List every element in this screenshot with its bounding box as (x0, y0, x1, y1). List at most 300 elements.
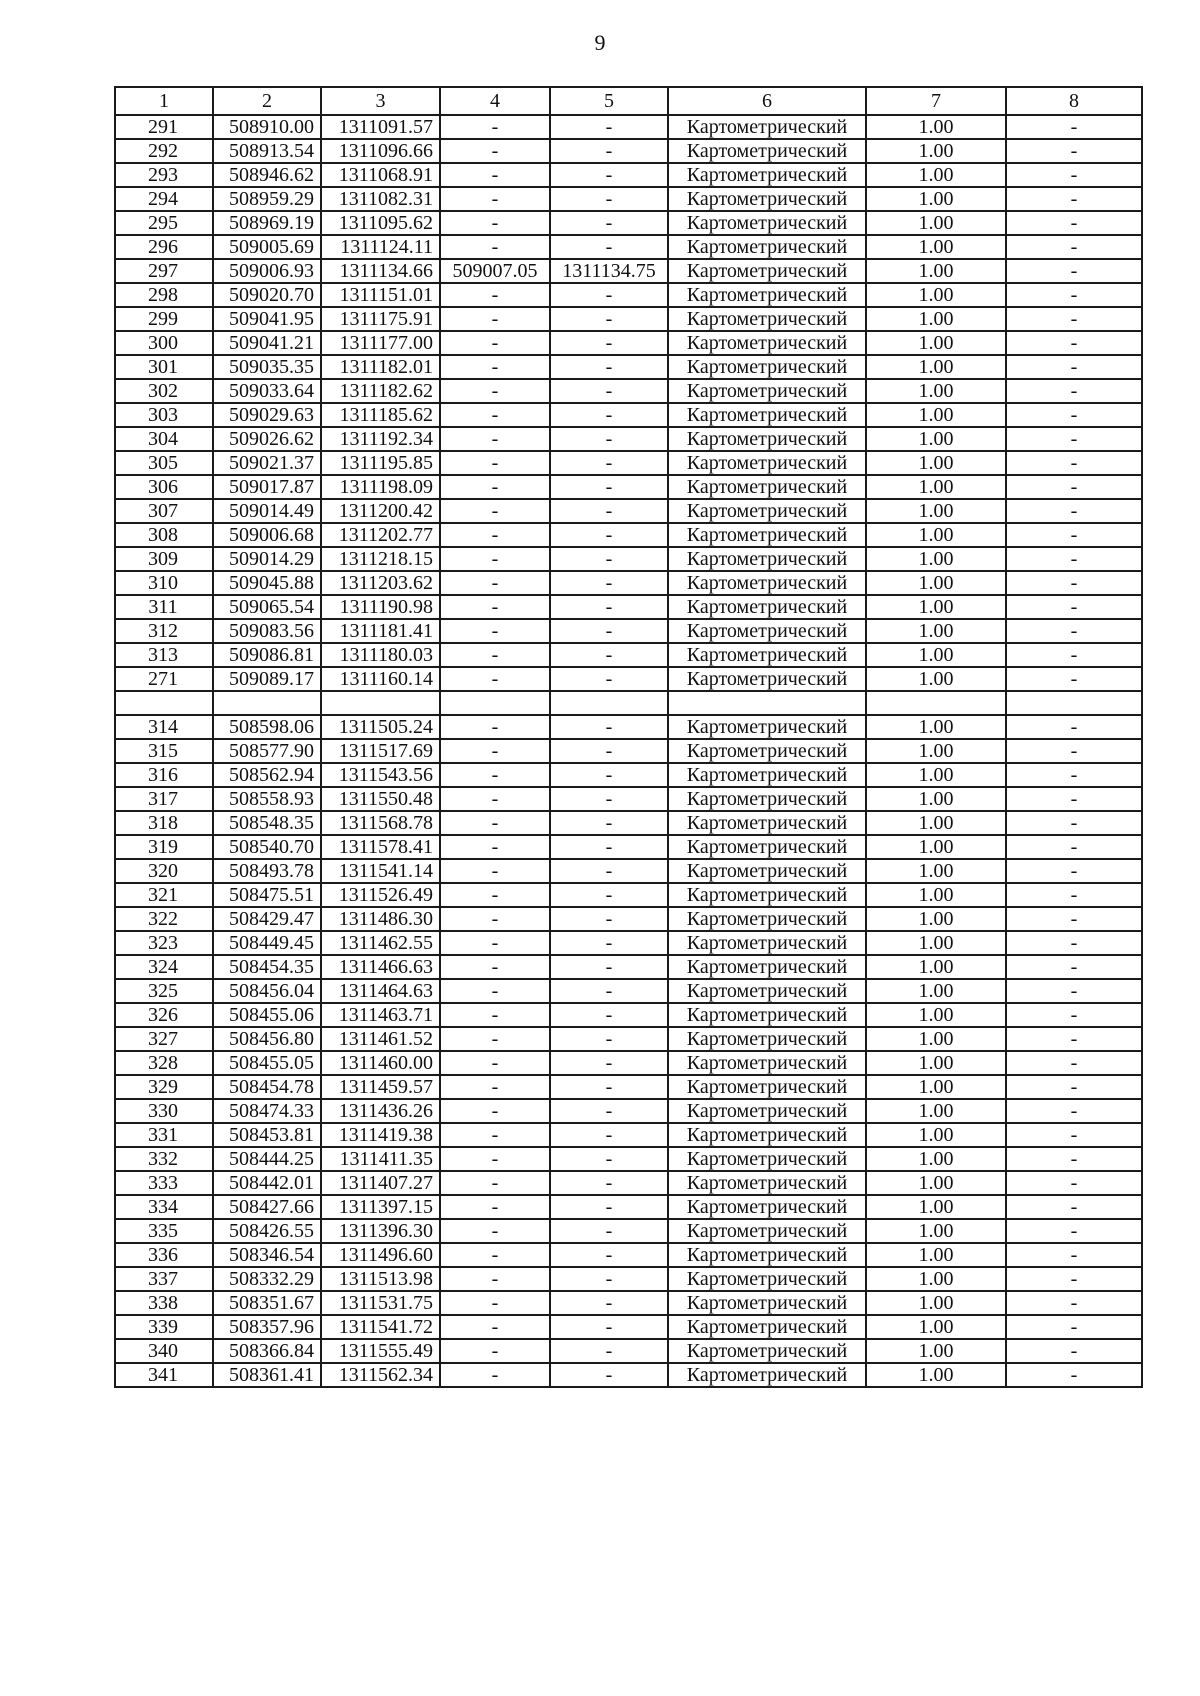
accuracy-cell: 1.00 (866, 1195, 1006, 1219)
x-old-cell: - (440, 139, 550, 163)
note-cell: - (1006, 1195, 1142, 1219)
y-old-cell: - (550, 1243, 668, 1267)
x-coordinate-cell: 508444.25 (213, 1147, 321, 1171)
point-number-cell: 304 (115, 427, 213, 451)
accuracy-cell: 1.00 (866, 427, 1006, 451)
point-number-cell: 317 (115, 787, 213, 811)
note-cell: - (1006, 1123, 1142, 1147)
x-coordinate-cell (213, 691, 321, 715)
y-coordinate-cell: 1311461.52 (321, 1027, 440, 1051)
x-coordinate-cell: 509041.95 (213, 307, 321, 331)
method-cell: Картометрический (668, 811, 866, 835)
point-number-cell: 331 (115, 1123, 213, 1147)
note-cell: - (1006, 1099, 1142, 1123)
point-number-cell: 311 (115, 595, 213, 619)
accuracy-cell: 1.00 (866, 883, 1006, 907)
method-cell: Картометрический (668, 427, 866, 451)
table-row (115, 883, 1142, 907)
y-old-cell: - (550, 1027, 668, 1051)
accuracy-cell: 1.00 (866, 331, 1006, 355)
table-row (115, 1219, 1142, 1243)
x-old-cell: 509007.05 (440, 259, 550, 283)
x-coordinate-cell: 509045.88 (213, 571, 321, 595)
table-row (115, 1027, 1142, 1051)
y-coordinate-cell: 1311091.57 (321, 115, 440, 139)
table-row (115, 331, 1142, 355)
y-old-cell: - (550, 115, 668, 139)
table-row (115, 1099, 1142, 1123)
table-row (115, 523, 1142, 547)
x-old-cell: - (440, 595, 550, 619)
y-old-cell: - (550, 523, 668, 547)
method-cell: Картометрический (668, 931, 866, 955)
note-cell: - (1006, 595, 1142, 619)
point-number-cell: 309 (115, 547, 213, 571)
note-cell: - (1006, 979, 1142, 1003)
x-coordinate-cell: 509083.56 (213, 619, 321, 643)
table-row (115, 931, 1142, 955)
method-cell: Картометрический (668, 187, 866, 211)
point-number-cell: 337 (115, 1267, 213, 1291)
x-coordinate-cell: 508357.96 (213, 1315, 321, 1339)
method-cell: Картометрический (668, 523, 866, 547)
x-coordinate-cell: 509089.17 (213, 667, 321, 691)
method-cell: Картометрический (668, 1075, 866, 1099)
table-row (115, 115, 1142, 139)
y-old-cell: - (550, 403, 668, 427)
accuracy-cell: 1.00 (866, 1027, 1006, 1051)
note-cell: - (1006, 403, 1142, 427)
x-old-cell: - (440, 1243, 550, 1267)
method-cell: Картометрический (668, 307, 866, 331)
note-cell: - (1006, 331, 1142, 355)
x-coordinate-cell: 509041.21 (213, 331, 321, 355)
x-old-cell: - (440, 211, 550, 235)
method-cell: Картометрический (668, 283, 866, 307)
y-coordinate-cell: 1311182.62 (321, 379, 440, 403)
accuracy-cell: 1.00 (866, 859, 1006, 883)
y-coordinate-cell: 1311218.15 (321, 547, 440, 571)
method-cell: Картометрический (668, 475, 866, 499)
y-old-cell: - (550, 235, 668, 259)
x-old-cell: - (440, 787, 550, 811)
method-cell: Картометрический (668, 643, 866, 667)
point-number-cell: 336 (115, 1243, 213, 1267)
table-row (115, 811, 1142, 835)
x-old-cell: - (440, 1171, 550, 1195)
table-row (115, 595, 1142, 619)
x-old-cell: - (440, 547, 550, 571)
x-old-cell (440, 691, 550, 715)
y-coordinate-cell: 1311195.85 (321, 451, 440, 475)
table-row (115, 379, 1142, 403)
coordinates-table (114, 86, 1143, 1388)
note-cell: - (1006, 259, 1142, 283)
x-coordinate-cell: 508351.67 (213, 1291, 321, 1315)
table-row (115, 835, 1142, 859)
method-cell: Картометрический (668, 1099, 866, 1123)
accuracy-cell: 1.00 (866, 595, 1006, 619)
table-row (115, 403, 1142, 427)
y-old-cell: - (550, 739, 668, 763)
x-old-cell: - (440, 1003, 550, 1027)
accuracy-cell: 1.00 (866, 1243, 1006, 1267)
method-cell: Картометрический (668, 787, 866, 811)
x-coordinate-cell: 509005.69 (213, 235, 321, 259)
x-coordinate-cell: 509021.37 (213, 451, 321, 475)
point-number-cell: 314 (115, 715, 213, 739)
method-cell: Картометрический (668, 571, 866, 595)
point-number-cell: 294 (115, 187, 213, 211)
table-row (115, 1267, 1142, 1291)
table-row (115, 643, 1142, 667)
x-old-cell: - (440, 475, 550, 499)
point-number-cell: 308 (115, 523, 213, 547)
method-cell: Картометрический (668, 859, 866, 883)
method-cell: Картометрический (668, 595, 866, 619)
point-number-cell: 271 (115, 667, 213, 691)
note-cell: - (1006, 355, 1142, 379)
method-cell: Картометрический (668, 955, 866, 979)
accuracy-cell: 1.00 (866, 1339, 1006, 1363)
table-row (115, 955, 1142, 979)
y-coordinate-cell: 1311578.41 (321, 835, 440, 859)
point-number-cell: 340 (115, 1339, 213, 1363)
y-old-cell: - (550, 667, 668, 691)
accuracy-cell: 1.00 (866, 1267, 1006, 1291)
x-coordinate-cell: 509086.81 (213, 643, 321, 667)
x-coordinate-cell: 508913.54 (213, 139, 321, 163)
point-number-cell (115, 691, 213, 715)
note-cell: - (1006, 571, 1142, 595)
y-old-cell: - (550, 1219, 668, 1243)
table-row (115, 739, 1142, 763)
x-old-cell: - (440, 619, 550, 643)
x-coordinate-cell: 508454.35 (213, 955, 321, 979)
x-old-cell: - (440, 1027, 550, 1051)
column-header-5: 5 (550, 87, 668, 115)
table-row (115, 427, 1142, 451)
x-old-cell: - (440, 1147, 550, 1171)
x-old-cell: - (440, 763, 550, 787)
x-coordinate-cell: 508346.54 (213, 1243, 321, 1267)
x-old-cell: - (440, 163, 550, 187)
point-number-cell: 316 (115, 763, 213, 787)
y-old-cell: - (550, 1051, 668, 1075)
x-coordinate-cell: 508577.90 (213, 739, 321, 763)
accuracy-cell: 1.00 (866, 187, 1006, 211)
y-old-cell: - (550, 427, 668, 451)
note-cell: - (1006, 1051, 1142, 1075)
x-coordinate-cell: 509029.63 (213, 403, 321, 427)
x-coordinate-cell: 508540.70 (213, 835, 321, 859)
table-row (115, 475, 1142, 499)
y-coordinate-cell: 1311464.63 (321, 979, 440, 1003)
x-old-cell: - (440, 739, 550, 763)
y-old-cell: - (550, 595, 668, 619)
accuracy-cell: 1.00 (866, 211, 1006, 235)
y-coordinate-cell: 1311160.14 (321, 667, 440, 691)
y-old-cell: - (550, 1291, 668, 1315)
y-old-cell: - (550, 1123, 668, 1147)
point-number-cell: 292 (115, 139, 213, 163)
point-number-cell: 295 (115, 211, 213, 235)
note-cell: - (1006, 1003, 1142, 1027)
x-coordinate-cell: 509006.93 (213, 259, 321, 283)
x-coordinate-cell: 508474.33 (213, 1099, 321, 1123)
x-coordinate-cell: 508361.41 (213, 1363, 321, 1387)
table-row (115, 187, 1142, 211)
method-cell: Картометрический (668, 331, 866, 355)
note-cell: - (1006, 1291, 1142, 1315)
accuracy-cell: 1.00 (866, 667, 1006, 691)
y-coordinate-cell: 1311541.14 (321, 859, 440, 883)
x-coordinate-cell: 508456.80 (213, 1027, 321, 1051)
note-cell: - (1006, 1315, 1142, 1339)
accuracy-cell: 1.00 (866, 907, 1006, 931)
y-coordinate-cell: 1311181.41 (321, 619, 440, 643)
y-old-cell: - (550, 331, 668, 355)
y-old-cell: - (550, 571, 668, 595)
accuracy-cell: 1.00 (866, 931, 1006, 955)
table-body (115, 87, 1142, 1387)
accuracy-cell: 1.00 (866, 139, 1006, 163)
y-coordinate-cell: 1311562.34 (321, 1363, 440, 1387)
y-coordinate-cell: 1311068.91 (321, 163, 440, 187)
y-coordinate-cell: 1311459.57 (321, 1075, 440, 1099)
table-row (115, 1075, 1142, 1099)
note-cell: - (1006, 883, 1142, 907)
table-row (115, 547, 1142, 571)
y-old-cell: - (550, 787, 668, 811)
accuracy-cell: 1.00 (866, 1171, 1006, 1195)
point-number-cell: 322 (115, 907, 213, 931)
x-old-cell: - (440, 835, 550, 859)
method-cell: Картометрический (668, 1315, 866, 1339)
y-coordinate-cell: 1311134.66 (321, 259, 440, 283)
accuracy-cell: 1.00 (866, 475, 1006, 499)
y-coordinate-cell: 1311082.31 (321, 187, 440, 211)
point-number-cell: 324 (115, 955, 213, 979)
y-coordinate-cell: 1311505.24 (321, 715, 440, 739)
note-cell: - (1006, 643, 1142, 667)
table-row (115, 859, 1142, 883)
x-old-cell: - (440, 307, 550, 331)
point-number-cell: 306 (115, 475, 213, 499)
y-old-cell: - (550, 1075, 668, 1099)
table-row (115, 211, 1142, 235)
note-cell: - (1006, 1339, 1142, 1363)
method-cell: Картометрический (668, 1267, 866, 1291)
y-coordinate-cell (321, 691, 440, 715)
table-row (115, 979, 1142, 1003)
note-cell: - (1006, 787, 1142, 811)
y-coordinate-cell: 1311568.78 (321, 811, 440, 835)
y-coordinate-cell: 1311182.01 (321, 355, 440, 379)
point-number-cell: 326 (115, 1003, 213, 1027)
table-row (115, 163, 1142, 187)
x-old-cell: - (440, 1099, 550, 1123)
x-old-cell: - (440, 811, 550, 835)
y-old-cell: - (550, 499, 668, 523)
note-cell: - (1006, 715, 1142, 739)
point-number-cell: 302 (115, 379, 213, 403)
column-header-7: 7 (866, 87, 1006, 115)
note-cell: - (1006, 739, 1142, 763)
y-old-cell: - (550, 979, 668, 1003)
note-cell (1006, 691, 1142, 715)
accuracy-cell: 1.00 (866, 115, 1006, 139)
accuracy-cell: 1.00 (866, 1315, 1006, 1339)
x-old-cell: - (440, 715, 550, 739)
y-old-cell: 1311134.75 (550, 259, 668, 283)
accuracy-cell: 1.00 (866, 1147, 1006, 1171)
x-coordinate-cell: 508449.45 (213, 931, 321, 955)
y-coordinate-cell: 1311526.49 (321, 883, 440, 907)
x-coordinate-cell: 509026.62 (213, 427, 321, 451)
note-cell: - (1006, 1171, 1142, 1195)
point-number-cell: 341 (115, 1363, 213, 1387)
accuracy-cell: 1.00 (866, 1003, 1006, 1027)
table-row (115, 907, 1142, 931)
note-cell: - (1006, 931, 1142, 955)
y-old-cell: - (550, 1267, 668, 1291)
table-row (115, 1363, 1142, 1387)
point-number-cell: 312 (115, 619, 213, 643)
y-old-cell: - (550, 187, 668, 211)
y-coordinate-cell: 1311177.00 (321, 331, 440, 355)
table-row (115, 787, 1142, 811)
point-number-cell: 335 (115, 1219, 213, 1243)
y-coordinate-cell: 1311203.62 (321, 571, 440, 595)
method-cell: Картометрический (668, 163, 866, 187)
x-old-cell: - (440, 1315, 550, 1339)
method-cell: Картометрический (668, 883, 866, 907)
x-coordinate-cell: 508366.84 (213, 1339, 321, 1363)
point-number-cell: 318 (115, 811, 213, 835)
note-cell: - (1006, 235, 1142, 259)
accuracy-cell: 1.00 (866, 1099, 1006, 1123)
y-coordinate-cell: 1311096.66 (321, 139, 440, 163)
y-old-cell: - (550, 1363, 668, 1387)
table-row (115, 667, 1142, 691)
y-coordinate-cell: 1311202.77 (321, 523, 440, 547)
table-row (115, 1315, 1142, 1339)
table-row (115, 499, 1142, 523)
table-row (115, 1339, 1142, 1363)
y-old-cell: - (550, 811, 668, 835)
method-cell: Картометрический (668, 547, 866, 571)
method-cell: Картометрический (668, 259, 866, 283)
accuracy-cell: 1.00 (866, 1051, 1006, 1075)
y-coordinate-cell: 1311411.35 (321, 1147, 440, 1171)
column-header-8: 8 (1006, 87, 1142, 115)
point-number-cell: 321 (115, 883, 213, 907)
x-coordinate-cell: 509020.70 (213, 283, 321, 307)
point-number-cell: 328 (115, 1051, 213, 1075)
y-coordinate-cell: 1311460.00 (321, 1051, 440, 1075)
accuracy-cell: 1.00 (866, 955, 1006, 979)
point-number-cell: 310 (115, 571, 213, 595)
method-cell: Картометрический (668, 835, 866, 859)
table-row (115, 139, 1142, 163)
table-row (115, 259, 1142, 283)
method-cell: Картометрический (668, 619, 866, 643)
x-coordinate-cell: 509014.29 (213, 547, 321, 571)
x-coordinate-cell: 508429.47 (213, 907, 321, 931)
x-old-cell: - (440, 1123, 550, 1147)
table-row (115, 763, 1142, 787)
x-old-cell: - (440, 1075, 550, 1099)
y-coordinate-cell: 1311466.63 (321, 955, 440, 979)
x-coordinate-cell: 508946.62 (213, 163, 321, 187)
x-old-cell: - (440, 331, 550, 355)
method-cell: Картометрический (668, 715, 866, 739)
y-old-cell (550, 691, 668, 715)
x-coordinate-cell: 508969.19 (213, 211, 321, 235)
point-number-cell: 297 (115, 259, 213, 283)
y-coordinate-cell: 1311185.62 (321, 403, 440, 427)
y-coordinate-cell: 1311180.03 (321, 643, 440, 667)
method-cell: Картометрический (668, 1123, 866, 1147)
accuracy-cell: 1.00 (866, 571, 1006, 595)
x-coordinate-cell: 508910.00 (213, 115, 321, 139)
y-coordinate-cell: 1311124.11 (321, 235, 440, 259)
x-old-cell: - (440, 979, 550, 1003)
x-coordinate-cell: 509017.87 (213, 475, 321, 499)
method-cell: Картометрический (668, 907, 866, 931)
point-number-cell: 315 (115, 739, 213, 763)
method-cell: Картометрический (668, 379, 866, 403)
note-cell: - (1006, 811, 1142, 835)
y-old-cell: - (550, 163, 668, 187)
point-number-cell: 327 (115, 1027, 213, 1051)
y-old-cell: - (550, 547, 668, 571)
accuracy-cell: 1.00 (866, 499, 1006, 523)
accuracy-cell: 1.00 (866, 1123, 1006, 1147)
x-coordinate-cell: 508548.35 (213, 811, 321, 835)
y-old-cell: - (550, 883, 668, 907)
y-coordinate-cell: 1311486.30 (321, 907, 440, 931)
method-cell: Картометрический (668, 1027, 866, 1051)
accuracy-cell: 1.00 (866, 403, 1006, 427)
note-cell: - (1006, 115, 1142, 139)
method-cell: Картометрический (668, 739, 866, 763)
y-coordinate-cell: 1311151.01 (321, 283, 440, 307)
y-coordinate-cell: 1311192.34 (321, 427, 440, 451)
x-old-cell: - (440, 859, 550, 883)
point-number-cell: 293 (115, 163, 213, 187)
point-number-cell: 319 (115, 835, 213, 859)
accuracy-cell: 1.00 (866, 619, 1006, 643)
x-coordinate-cell: 508493.78 (213, 859, 321, 883)
note-cell: - (1006, 523, 1142, 547)
accuracy-cell: 1.00 (866, 355, 1006, 379)
x-old-cell: - (440, 523, 550, 547)
y-old-cell: - (550, 1147, 668, 1171)
method-cell: Картометрический (668, 1363, 866, 1387)
accuracy-cell: 1.00 (866, 811, 1006, 835)
y-coordinate-cell: 1311407.27 (321, 1171, 440, 1195)
point-number-cell: 305 (115, 451, 213, 475)
y-old-cell: - (550, 1195, 668, 1219)
y-coordinate-cell: 1311200.42 (321, 499, 440, 523)
point-number-cell: 329 (115, 1075, 213, 1099)
accuracy-cell: 1.00 (866, 163, 1006, 187)
x-old-cell: - (440, 1195, 550, 1219)
table-row (115, 235, 1142, 259)
note-cell: - (1006, 379, 1142, 403)
